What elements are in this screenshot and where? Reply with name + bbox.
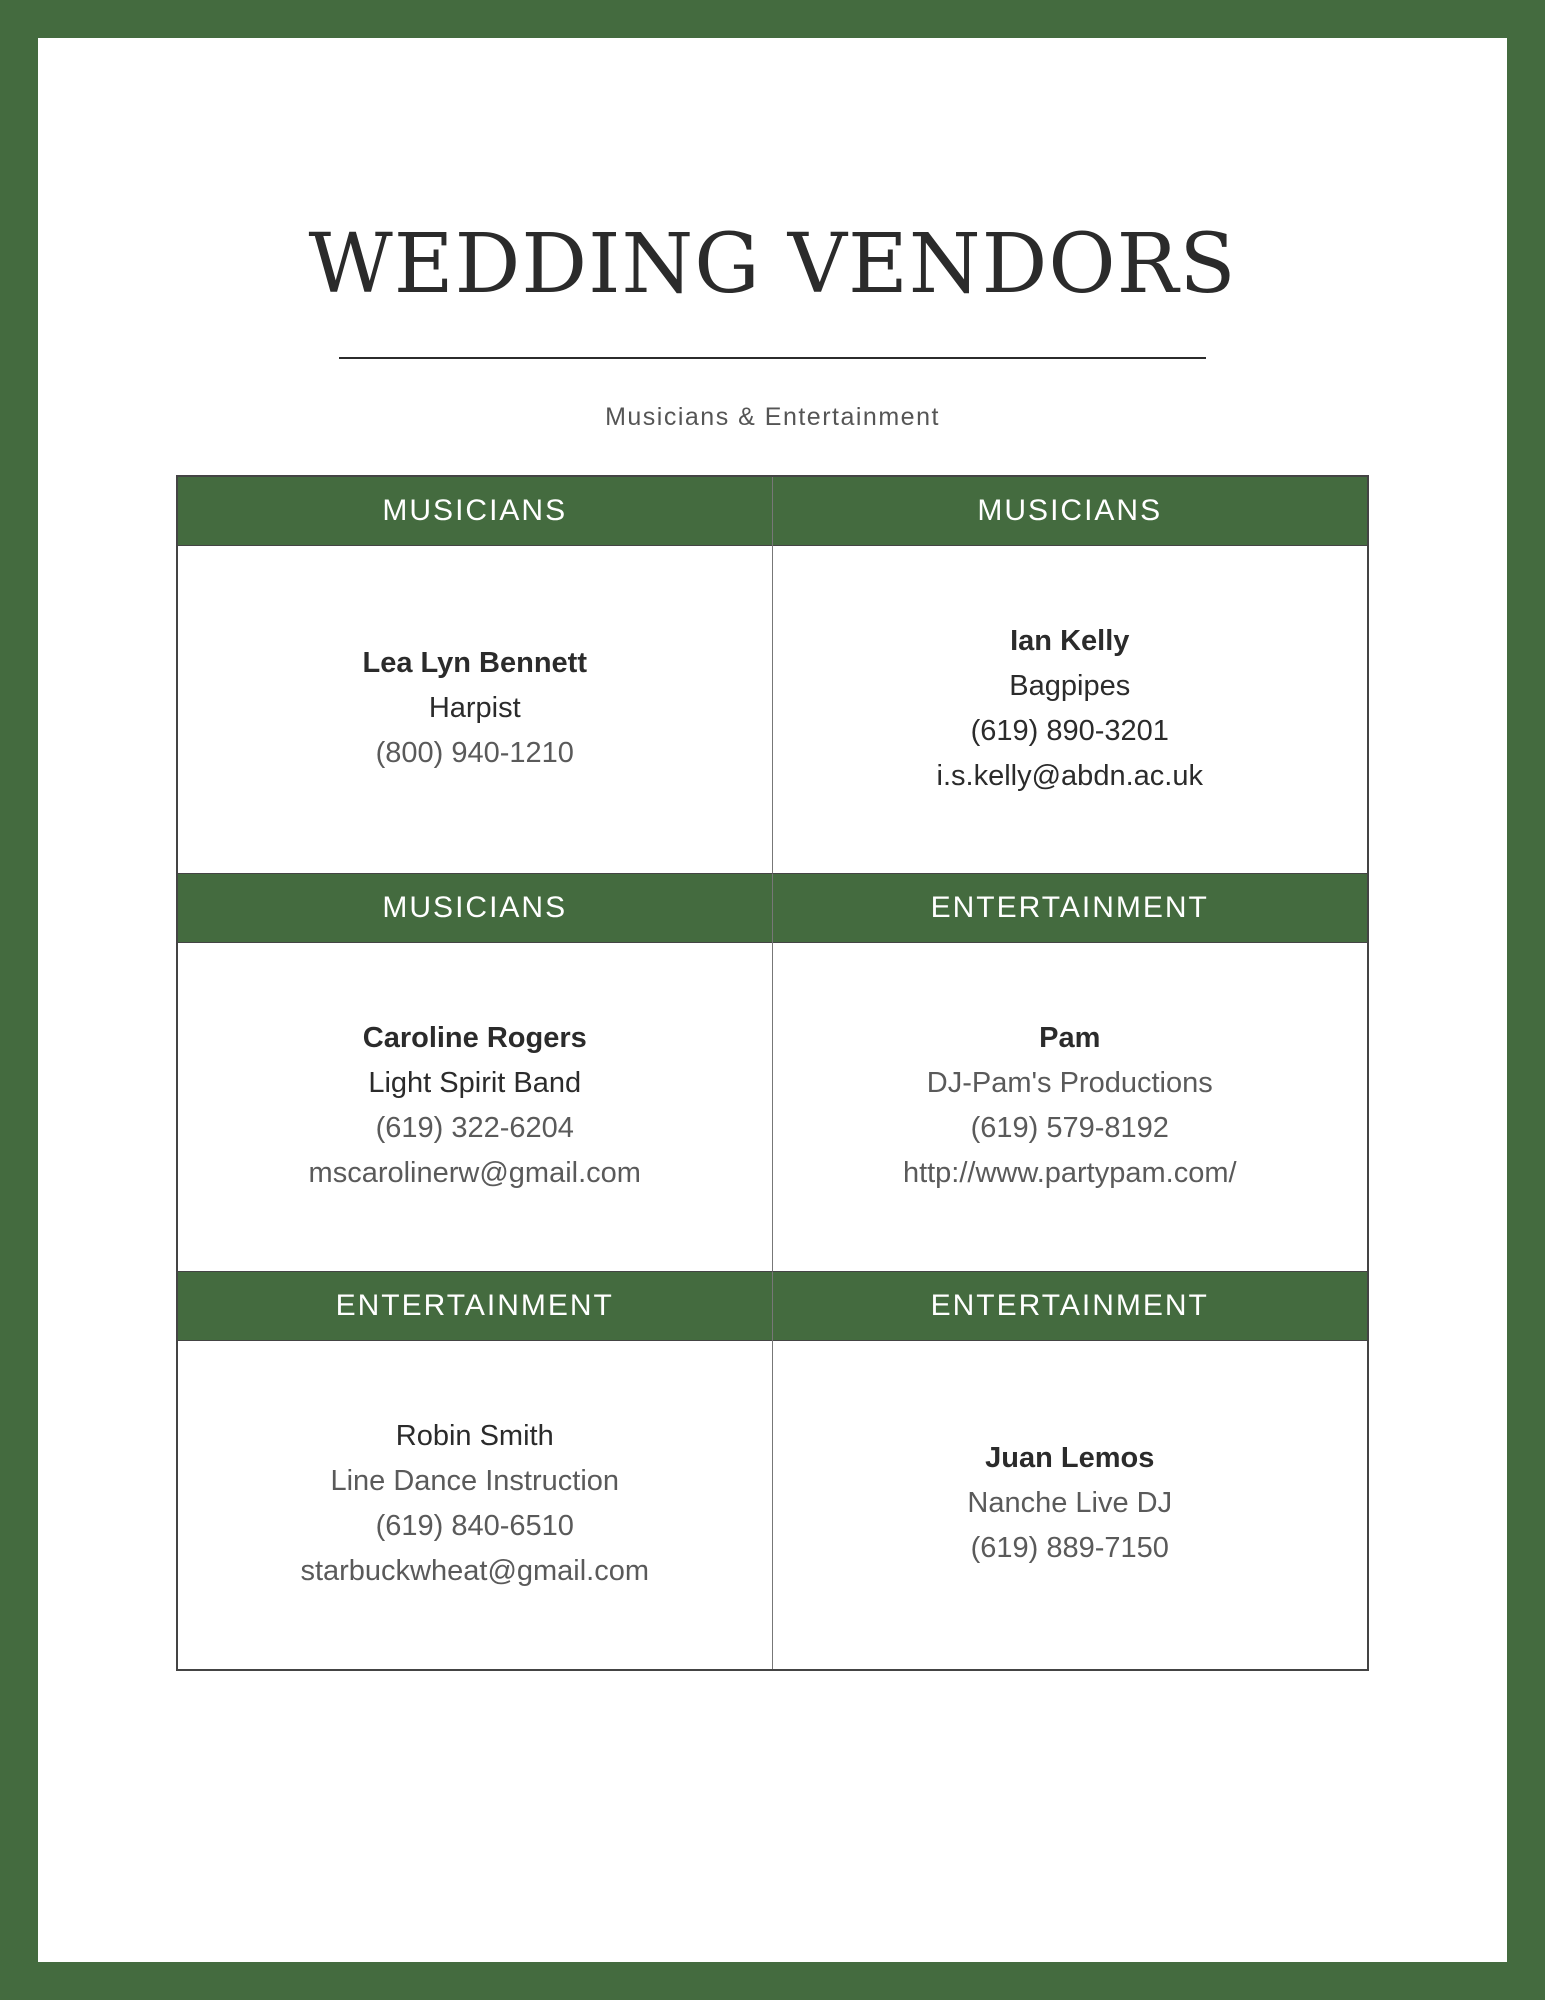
- vendor-details: [178, 1341, 772, 1669]
- vendor-details: [773, 943, 1368, 1270]
- vendor-details: [178, 943, 772, 1270]
- vendor-service: Bagpipes: [1009, 669, 1131, 702]
- vendor-phone: (619) 890-3201: [970, 714, 1169, 747]
- page-title: WEDDING VENDORS: [308, 217, 1237, 312]
- vendor-table: [176, 475, 1369, 1671]
- vendor-name: Pam: [1039, 1021, 1101, 1054]
- vendor-details: [178, 546, 772, 873]
- vendor-card: [178, 477, 773, 874]
- vendor-category: ENTERTAINMENT: [773, 874, 1368, 943]
- title-divider: [339, 357, 1206, 359]
- vendor-card: [773, 1272, 1368, 1669]
- vendor-card: [773, 874, 1368, 1271]
- vendor-category: MUSICIANS: [773, 477, 1368, 546]
- vendor-card: [178, 1272, 773, 1669]
- vendor-website: http://www.partypam.com/: [902, 1156, 1237, 1189]
- vendor-details: [773, 546, 1368, 873]
- vendor-service: Line Dance Instruction: [330, 1464, 620, 1497]
- vendor-name: Ian Kelly: [1010, 624, 1130, 657]
- vendor-name: Caroline Rogers: [362, 1021, 587, 1054]
- vendor-email: mscarolinerw@gmail.com: [308, 1156, 641, 1189]
- vendor-phone: (619) 840-6510: [375, 1509, 574, 1542]
- page-subtitle: Musicians & Entertainment: [605, 403, 940, 431]
- vendor-name: Lea Lyn Bennett: [362, 647, 587, 680]
- vendor-category: ENTERTAINMENT: [773, 1272, 1368, 1341]
- vendor-service: Light Spirit Band: [368, 1066, 582, 1099]
- vendor-service: Harpist: [428, 692, 521, 725]
- vendor-phone: (619) 322-6204: [375, 1111, 574, 1144]
- vendor-phone: (800) 940-1210: [375, 737, 574, 770]
- vendor-card: [178, 874, 773, 1271]
- vendor-category: ENTERTAINMENT: [178, 1272, 772, 1341]
- vendor-phone: (619) 579-8192: [970, 1111, 1169, 1144]
- vendor-service: Nanche Live DJ: [967, 1487, 1173, 1520]
- vendor-name: Robin Smith: [395, 1419, 554, 1452]
- vendor-category: MUSICIANS: [178, 874, 772, 943]
- vendor-category: MUSICIANS: [178, 477, 772, 546]
- vendor-name: Juan Lemos: [985, 1442, 1155, 1475]
- vendor-service: DJ-Pam's Productions: [926, 1066, 1213, 1099]
- vendor-card: [773, 477, 1368, 874]
- vendor-email: starbuckwheat@gmail.com: [300, 1554, 650, 1587]
- vendor-phone: (619) 889-7150: [970, 1532, 1169, 1565]
- vendor-details: [773, 1341, 1368, 1669]
- vendor-email: i.s.kelly@abdn.ac.uk: [936, 759, 1203, 792]
